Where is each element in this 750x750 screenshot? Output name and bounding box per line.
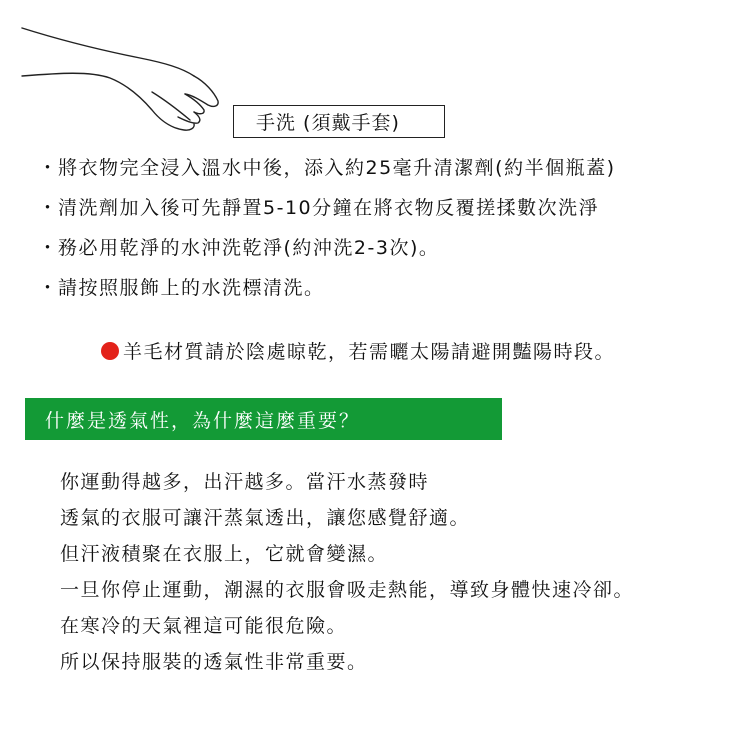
- paragraph-line: 但汗液積聚在衣服上，它就會變濕。: [60, 543, 389, 565]
- care-instructions-list: [38, 152, 616, 312]
- bullet-mark: ・: [38, 277, 59, 299]
- list-item: [38, 272, 616, 312]
- list-item-text: 務必用乾淨的水沖洗乾淨(約沖洗2-3次)。: [58, 237, 440, 259]
- list-item: [38, 192, 616, 232]
- list-item-text: 請按照服飾上的水洗標清洗。: [58, 277, 325, 299]
- banner-title: 什麼是透氣性，為什麼這麼重要？: [45, 409, 361, 432]
- bullet-mark: ・: [38, 197, 59, 219]
- list-item-text: 將衣物完全浸入溫水中後，添入約25毫升清潔劑(約半個瓶蓋): [58, 157, 616, 179]
- bullet-mark: ・: [38, 237, 59, 259]
- paragraph-line: 在寒冷的天氣裡這可能很危險。: [60, 615, 348, 637]
- paragraph-line: 透氣的衣服可讓汗蒸氣透出，讓您感覺舒適。: [60, 507, 471, 529]
- hand-wash-label: 手洗 (須戴手套): [233, 105, 445, 138]
- paragraph-line: 你運動得越多，出汗越多。當汗水蒸發時: [60, 471, 430, 493]
- list-item: [38, 152, 616, 192]
- paragraph-line: 所以保持服裝的透氣性非常重要。: [60, 651, 368, 673]
- bullet-mark: ・: [38, 157, 59, 179]
- breathability-paragraph: [60, 464, 634, 680]
- wool-drying-note: [101, 337, 615, 364]
- section-banner: [25, 398, 502, 440]
- red-dot-icon: [101, 342, 119, 360]
- paragraph-line: 一旦你停止運動，潮濕的衣服會吸走熱能，導致身體快速冷卻。: [60, 579, 635, 601]
- list-item: [38, 232, 616, 272]
- note-text: 羊毛材質請於陰處晾乾，若需曬太陽請避開豔陽時段。: [123, 341, 616, 363]
- hand-icon: [0, 0, 240, 140]
- list-item-text: 清洗劑加入後可先靜置5-10分鐘在將衣物反覆搓揉數次洗淨: [58, 197, 600, 219]
